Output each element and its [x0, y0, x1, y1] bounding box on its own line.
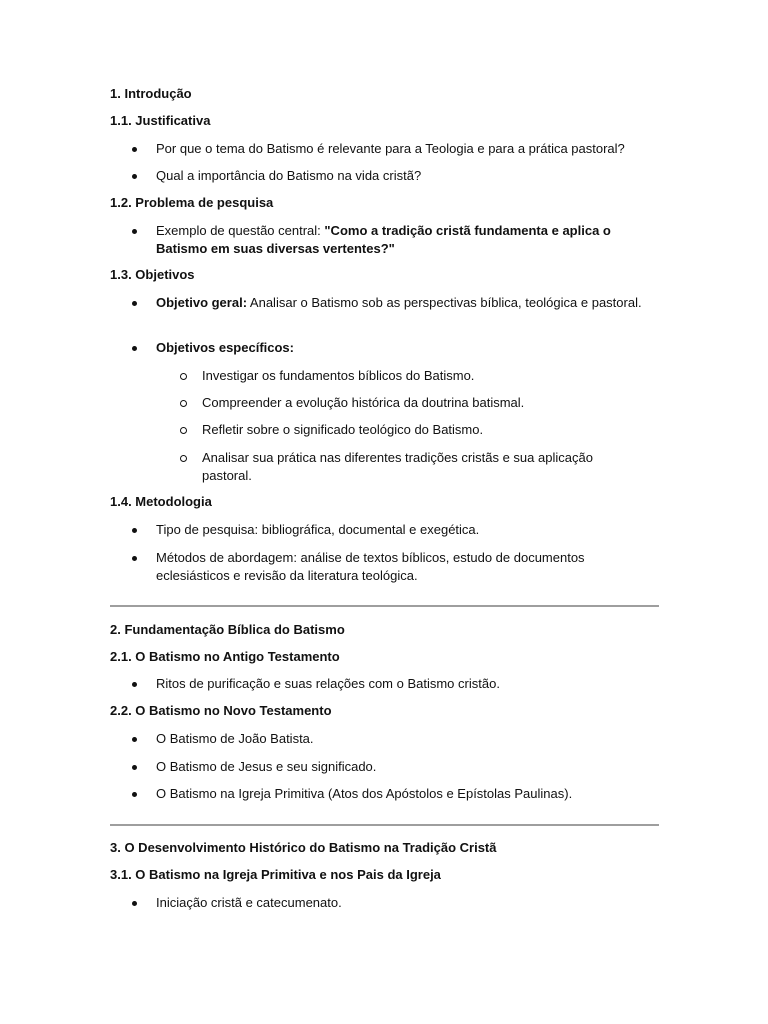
bullet-icon — [132, 346, 137, 351]
list-item-text: Iniciação cristã e catecumenato. — [156, 895, 342, 910]
list-item-text — [156, 294, 656, 312]
bullet-icon — [132, 528, 137, 533]
list-item-text: Tipo de pesquisa: bibliográfica, documental e exegética. — [156, 522, 480, 537]
section-divider — [110, 605, 659, 607]
list-item-text: Métodos de abordagem: análise de textos bíblicos, estudo de documentos eclesiásticos e revisão da literatura teológica. — [156, 550, 585, 583]
sub-list-item-text: Refletir sobre o significado teológico do Batismo. — [202, 422, 484, 437]
list-item-text: Ritos de purificação e suas relações com o Batismo cristão. — [156, 676, 500, 691]
circle-bullet-icon — [180, 427, 187, 434]
bullet-icon — [132, 682, 137, 687]
list-item-text: O Batismo na Igreja Primitiva (Atos dos Apóstolos e Epístolas Paulinas). — [156, 786, 573, 801]
bullet-icon — [132, 792, 137, 797]
bullet-icon — [132, 229, 137, 234]
section-2-1-heading: 2.1. O Batismo no Antigo Testamento — [110, 649, 340, 664]
section-divider — [110, 824, 659, 826]
circle-bullet-icon — [180, 373, 187, 380]
bullet-icon — [132, 174, 137, 179]
list-item-text: O Batismo de Jesus e seu significado. — [156, 759, 377, 774]
bullet-icon — [132, 901, 137, 906]
question-prefix: Exemplo de questão central: — [156, 223, 325, 238]
section-1-4-heading: 1.4. Metodologia — [110, 494, 212, 509]
list-item-text — [156, 222, 656, 258]
circle-bullet-icon — [180, 455, 187, 462]
sub-list-item-text: Compreender a evolução histórica da doutrina batismal. — [202, 395, 525, 410]
section-1-2-heading: 1.2. Problema de pesquisa — [110, 195, 274, 210]
general-objective-label: Objetivo geral: — [156, 295, 248, 310]
sub-list-item-text: Investigar os fundamentos bíblicos do Batismo. — [202, 368, 475, 383]
bullet-icon — [132, 556, 137, 561]
list-item-text: Qual a importância do Batismo na vida cristã? — [156, 168, 422, 183]
bullet-icon — [132, 147, 137, 152]
circle-bullet-icon — [180, 400, 187, 407]
bullet-icon — [132, 737, 137, 742]
section-1-1-heading: 1.1. Justificativa — [110, 113, 211, 128]
section-2-heading: 2. Fundamentação Bíblica do Batismo — [110, 622, 345, 637]
section-1-heading: 1. Introdução — [110, 86, 192, 101]
general-objective-text: Analisar o Batismo sob as perspectivas bíblica, teológica e pastoral. — [247, 295, 642, 310]
section-3-1-heading: 3.1. O Batismo na Igreja Primitiva e nos Pais da Igreja — [110, 867, 441, 882]
specific-objectives-label: Objetivos específicos: — [156, 340, 294, 355]
list-item-text: O Batismo de João Batista. — [156, 731, 314, 746]
section-2-2-heading: 2.2. O Batismo no Novo Testamento — [110, 703, 332, 718]
central-question: "Como a tradição cristã fundamenta e aplica o Batismo em suas diversas vertentes?" — [156, 223, 611, 256]
bullet-icon — [132, 765, 137, 770]
section-1-3-heading: 1.3. Objetivos — [110, 267, 195, 282]
bullet-icon — [132, 301, 137, 306]
section-3-heading: 3. O Desenvolvimento Histórico do Batismo na Tradição Cristã — [110, 840, 497, 855]
list-item-text: Por que o tema do Batismo é relevante para a Teologia e para a prática pastoral? — [156, 141, 625, 156]
sub-list-item-text: Analisar sua prática nas diferentes tradições cristãs e sua aplicação pastoral. — [202, 450, 593, 483]
